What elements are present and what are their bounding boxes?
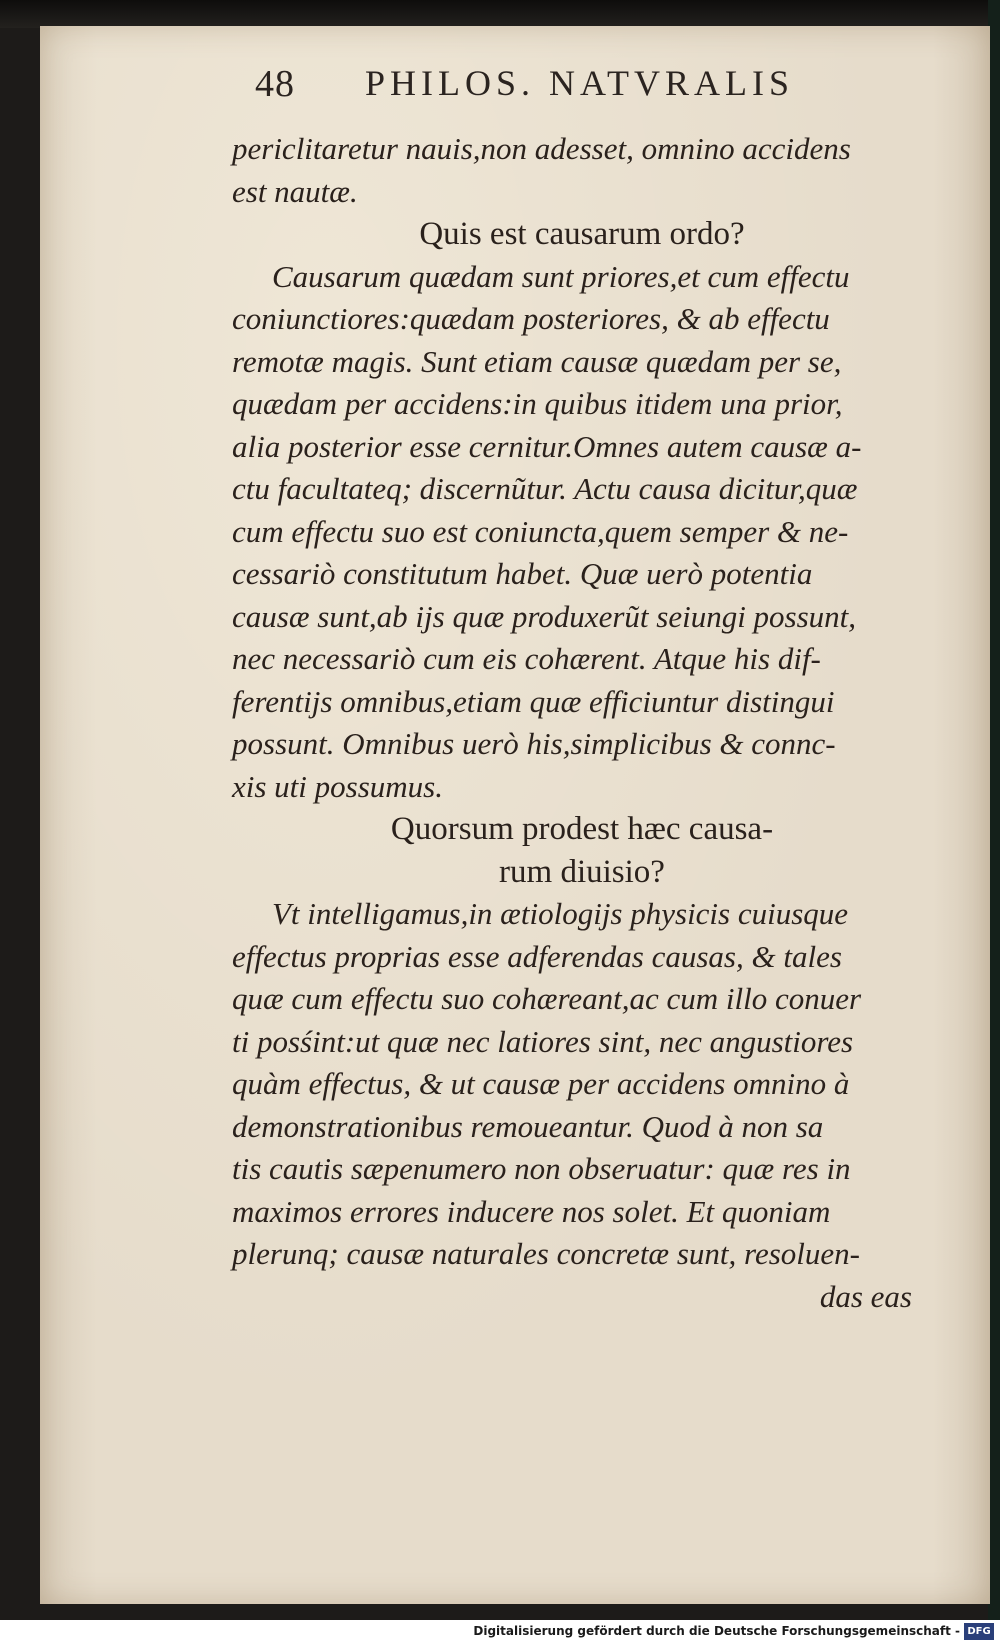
- text-line: periclitaretur nauis,non adesset, omnino accidens: [232, 131, 851, 166]
- page-number: 48: [255, 63, 295, 105]
- text-line: nec necessariò cum eis cohærent. Atque his dif-: [232, 641, 821, 676]
- section-question: Quis est causarum ordo?: [419, 216, 745, 252]
- footer-bar: [0, 1620, 1000, 1645]
- text-line: quæ cum effectu suo cohæreant,ac cum illo conuer: [232, 981, 862, 1016]
- text-line: Vt intelligamus,in ætiologijs physicis cuiusque: [272, 896, 849, 931]
- text-line: ti posśint:ut quæ nec latiores sint, nec angustiores: [232, 1023, 854, 1059]
- text-line: causæ sunt,ab ijs quæ produxerũt seiungi possunt,: [232, 598, 857, 634]
- catchword: das eas: [819, 1278, 912, 1314]
- page-header: [255, 62, 875, 112]
- text-line: Causarum quædam sunt priores,et cum effectu: [272, 258, 850, 294]
- text-line: coniunctiores:quædam posteriores, & ab effectu: [232, 301, 830, 336]
- text-line: maximos errores inducere nos solet. Et quoniam: [232, 1193, 831, 1229]
- section-question: Quorsum prodest hæc causa-: [390, 811, 774, 847]
- text-line: xis uti possumus.: [232, 768, 443, 804]
- text-line: cum effectu suo est coniuncta,quem semper & ne-: [232, 513, 849, 549]
- text-line: possunt. Omnibus uerò his,simplicibus & connc-: [232, 726, 836, 761]
- text-line: ctu facultateq; discernũtur. Actu causa dicitur,quæ: [232, 471, 858, 506]
- text-line: alia posterior esse cernitur.Omnes autem causæ a-: [232, 428, 862, 464]
- running-title: PHILOS. NATVRALIS: [365, 63, 795, 103]
- funding-credit: Digitalisierung gefördert durch die Deutsche Forschungsgemeinschaft -: [473, 1624, 960, 1638]
- text-line: remotæ magis. Sunt etiam causæ quædam per se,: [232, 343, 842, 379]
- dfg-logo: DFG: [964, 1623, 994, 1640]
- text-line: ferentijs omnibus,etiam quæ efficiuntur distingui: [232, 683, 835, 719]
- text-line: tis cautis sæpenumero non obseruatur: quæ res in: [232, 1151, 851, 1186]
- text-line: demonstrationibus remoueantur. Quod à non sa: [232, 1108, 824, 1144]
- text-line: effectus proprias esse adferendas causas, & tales: [232, 938, 842, 974]
- section-question: rum diuisio?: [499, 853, 665, 890]
- text-line: cessariò constitutum habet. Quæ uerò potentia: [232, 556, 813, 591]
- scan-top-edge: [0, 0, 1000, 28]
- body-text: [232, 128, 932, 1318]
- text-line: plerunq; causæ naturales concretæ sunt, resoluen-: [232, 1236, 860, 1271]
- text-line: quædam per accidens:in quibus itidem una prior,: [232, 386, 843, 421]
- text-line: est nautæ.: [232, 173, 358, 209]
- text-line: quàm effectus, & ut causæ per accidens omnino à: [232, 1066, 850, 1101]
